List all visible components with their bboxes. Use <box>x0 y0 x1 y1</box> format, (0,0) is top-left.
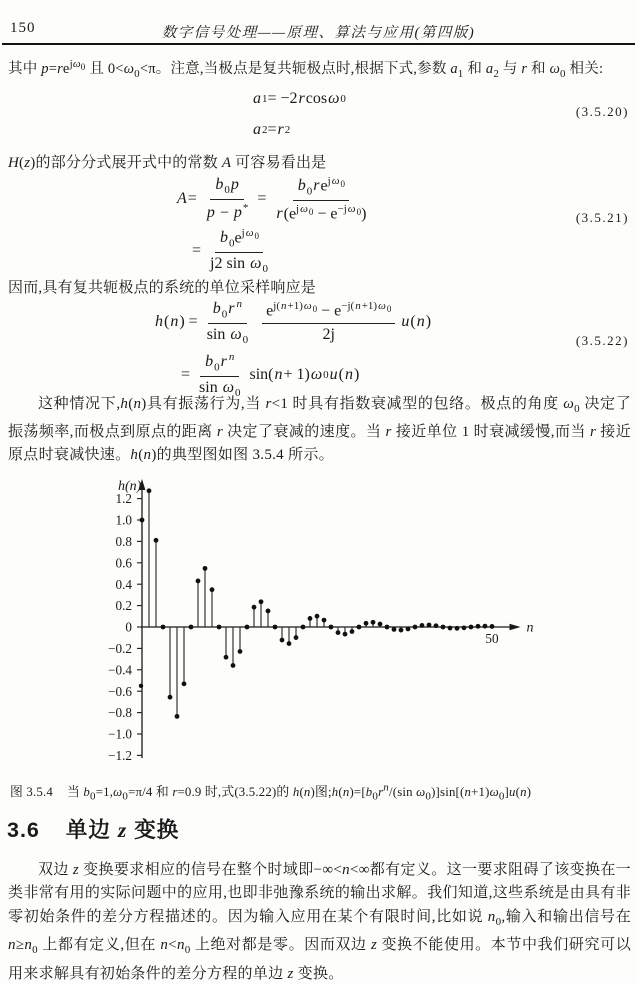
y-tick-label: −0.4 <box>108 662 132 678</box>
y-tick-label: 1.0 <box>115 512 132 528</box>
stem-dot <box>273 625 278 630</box>
text-partial-fraction: H(z)的部分分式展开式中的常数 A 可容易看出是 <box>8 155 327 171</box>
stem-dot <box>462 625 467 630</box>
equation-3-5-21-line1: A = $\frac{b_0p}{p - p^*}$ = $\frac{b_0re^{j\omega_0}}{r(e^{j\omega_0} - e^{-j\omega_0})}$ <box>177 175 367 223</box>
stem-dot <box>413 625 418 630</box>
stem-dot <box>252 605 257 610</box>
stem-dot <box>315 614 320 619</box>
equation-number-3-5-21: (3.5.21) <box>575 210 629 225</box>
stem-dot <box>238 649 243 654</box>
y-tick-label: 0 <box>125 619 132 635</box>
stem-dot <box>385 625 390 630</box>
stem-dot <box>266 609 271 614</box>
stem-dot <box>371 620 376 625</box>
x-axis-label: n <box>526 620 534 636</box>
equation-3-5-20-line2: a 2 = r 2 <box>253 121 291 138</box>
y-tick-label: −1.2 <box>108 748 132 763</box>
section-title: 单边 z 变换 <box>65 818 180 842</box>
section-heading <box>7 813 179 844</box>
stem-dot <box>392 627 397 632</box>
stem-dot <box>427 623 432 628</box>
y-tick-label: 0.8 <box>115 534 132 549</box>
y-tick-label: −0.8 <box>108 705 132 721</box>
stem-dot <box>203 566 208 571</box>
stem-dot <box>245 625 250 630</box>
stem-chart <box>72 477 592 779</box>
stem-dot <box>140 518 145 523</box>
stem-dot <box>329 625 334 630</box>
y-axis-label: h(n) <box>118 479 142 494</box>
stem-dot <box>182 681 187 686</box>
header-title: 数字信号处理——原理、算法与应用(第四版) <box>161 25 476 41</box>
stem-dot <box>476 624 481 629</box>
stem-dot <box>364 621 369 626</box>
final-paragraph: 双边 z 变换要求相应的信号在整个时域即−∞<n<∞都有定义。这一要求阻碍了该变换在一类非常有用的实际问题中的应用,也即非弛豫系统的输出求解。我们知道,这些系统是由具有非零初始条件的差分方程描述的。因为输入应用在某个有限时间,比如说 $n_0$,输入和输出信号在 $n\ge n_0$ 上都有定义,但在 $n<n_0$ 上绝对都是零。因而双边 z 变换不能使用。本节中我们研究可以用来求解具有初始条件的差分方程的单边 z 变换。 <box>8 862 632 982</box>
stem-dot <box>343 632 348 637</box>
stem-dot <box>406 627 411 632</box>
stem-dot <box>434 623 439 628</box>
stem-dot <box>469 625 474 630</box>
stem-dot <box>455 626 460 631</box>
equation-3-5-22-line2: = $\frac{b_0r ^n}{\sin \omega_0}$ sin( n + 1) ω 0 u ( n ) <box>181 351 360 399</box>
oscillation-paragraph: 这种情况下,h(n)具有振荡行为,当 r<1 时具有指数衰减型的包络。极点的角度 $\omega_0$ 决定了振荡频率,而极点到原点的距离 r 决定了衰减的速度。当 r 接近单位 1 时衰减缓慢,而当 r 接近原点时衰减快速。h(n)的典型图如图 3.5.4 所示。 <box>8 396 632 464</box>
stem-dot <box>189 625 194 630</box>
stem-dot <box>441 625 446 630</box>
x-axis-arrow <box>510 624 521 630</box>
stem-dot <box>357 625 362 630</box>
stem-dot <box>280 638 285 643</box>
stem-dot <box>294 635 299 640</box>
stem-dot <box>350 629 355 634</box>
equation-3-5-20-line1: a 1 = −2 r cos ω 0 <box>253 90 346 107</box>
equation-3-5-22-line1: h ( n ) = $\frac{b_0r ^n}{\sin \omega_0}$ $\frac{e^{j(n+1)\omega_0} - e^{-j(n+1)\omega_0}}{2j}$ u ( n ) <box>155 298 432 346</box>
stem-dot <box>231 663 236 668</box>
equation-number-3-5-20: (3.5.20) <box>575 104 629 119</box>
x-tick-label: 50 <box>485 631 499 646</box>
stem-dot <box>259 599 264 604</box>
text-impulse-response: 因而,具有复共轭极点的系统的单位采样响应是 <box>8 280 316 296</box>
figure-caption <box>10 781 633 803</box>
stem-dot <box>420 623 425 628</box>
figure-caption-label: 图 3.5.4 <box>10 785 53 799</box>
stem-dot <box>210 587 215 592</box>
stem-dot <box>217 625 222 630</box>
stem-dot <box>490 624 495 629</box>
section-number: 3.6 <box>7 818 40 842</box>
figure-3-5-4 <box>72 477 592 779</box>
y-tick-label: −1.0 <box>108 726 132 742</box>
stem-dot <box>161 625 166 630</box>
equation-3-5-21-line2: = $\frac{b_0e^{j\omega_0}}{j2 \sin \omega_0}$ <box>192 227 268 275</box>
stem-dot <box>196 579 201 584</box>
stem-dot <box>399 628 404 633</box>
intro-paragraph: 其中 $p=re^{j\omega_0}$ 且 $0<\omega_0<\pi$。注意,当极点是复共轭极点时,根据下式,参数 $a_1$ 和 $a_2$ 与 r 和 $\omega_0$ 相关: <box>8 58 604 80</box>
figure-caption-text: 当 $b_0=1,\omega_0=\pi/4$ 和 r=0.9 时,式(3.5.22)的 h(n)图$;h(n)=[b_0r^n/(\sin$ $\omega_0)]\sin[(n+1)\omega_0]u(n)$ <box>67 781 532 803</box>
stem-dot <box>224 655 229 660</box>
y-tick-label: −0.6 <box>108 683 132 699</box>
stem-dot <box>168 695 173 700</box>
stem-dot <box>448 626 453 631</box>
stem-dot <box>308 616 313 621</box>
stem-dot <box>175 714 180 719</box>
header-rule <box>2 43 635 45</box>
y-tick-label: −0.2 <box>108 641 132 656</box>
stray-print-dot <box>139 684 143 688</box>
y-tick-label: 0.6 <box>115 555 132 571</box>
stem-dot <box>287 641 292 646</box>
stem-dot <box>336 630 341 635</box>
stem-dot <box>483 624 488 629</box>
stem-dot <box>147 488 152 493</box>
stem-dot <box>154 538 159 543</box>
y-tick-label: 0.2 <box>115 598 132 614</box>
stem-dot <box>378 622 383 627</box>
stem-dot <box>322 618 327 623</box>
stem-dot <box>301 625 306 630</box>
page-number: 150 <box>10 20 36 36</box>
y-tick-label: 1.2 <box>115 491 132 507</box>
equation-number-3-5-22: (3.5.22) <box>575 333 629 348</box>
y-tick-label: 0.4 <box>115 576 132 592</box>
